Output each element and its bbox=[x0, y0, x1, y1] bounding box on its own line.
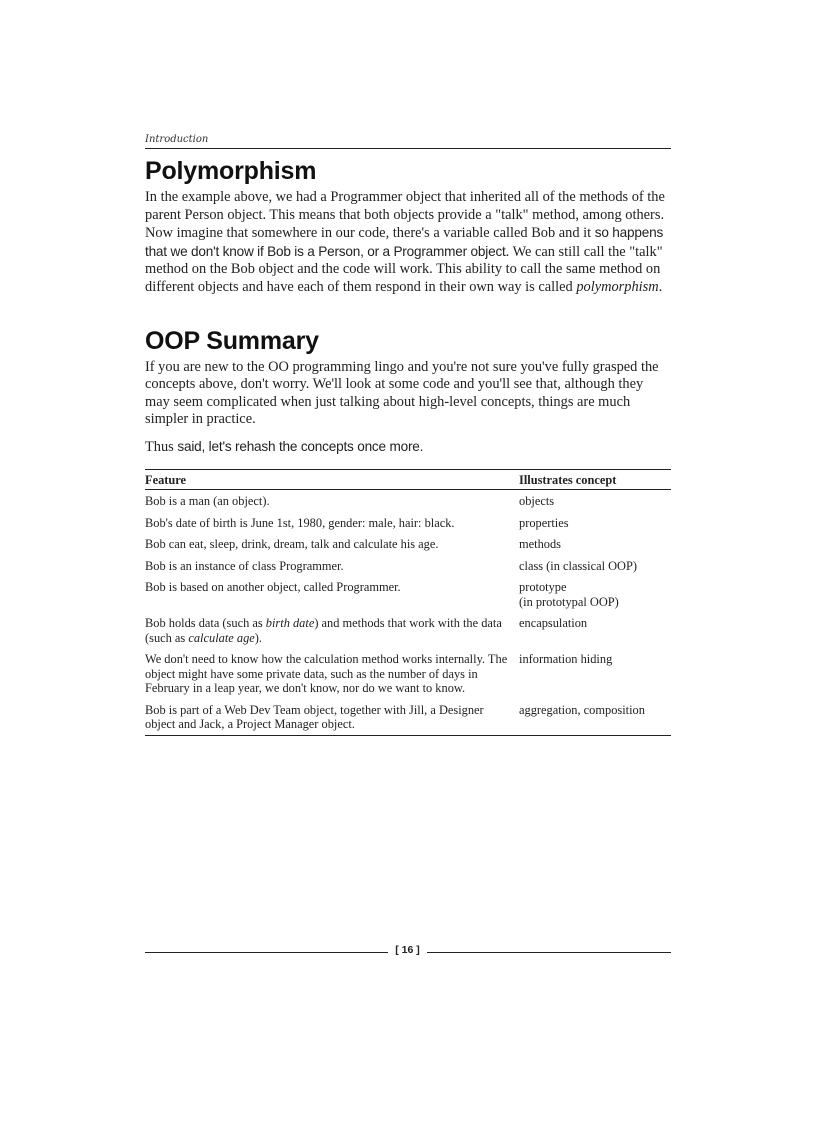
concepts-table bbox=[145, 469, 671, 736]
term-birth-date: birth date bbox=[265, 616, 315, 631]
concept-cell: aggregation, composition bbox=[519, 702, 645, 717]
table-row bbox=[145, 699, 671, 736]
column-header-feature: Feature bbox=[145, 469, 519, 490]
table-row bbox=[145, 576, 671, 612]
table-row bbox=[145, 512, 671, 534]
text-run: In the example above, we had a Programmer object that inherited all of the methods of the parent Person object. This means that both objects provide a "talk" method, among others. Now imagine that somewhere in our code, there's a variable called Bob and it bbox=[145, 189, 665, 242]
feature-cell: Bob's date of birth is June 1st, 1980, gender: male, hair: black. bbox=[145, 515, 455, 530]
text-run: . bbox=[658, 278, 663, 295]
concept-cell bbox=[519, 576, 671, 612]
concept-cell: properties bbox=[519, 515, 569, 530]
concept-cell: methods bbox=[519, 537, 561, 552]
feature-cell: Bob is a man (an object). bbox=[145, 494, 270, 509]
feature-cell: We don't need to know how the calculation method works internally. The object might have some private data, such as the number of days in February in a leap year, we don't know, nor do we want to know. bbox=[145, 652, 508, 696]
concept-cell: class (in classical OOP) bbox=[519, 558, 638, 573]
concept-cell: information hiding bbox=[519, 652, 613, 667]
column-header-concept: Illustrates concept bbox=[519, 469, 671, 490]
text-run: ). bbox=[254, 630, 262, 645]
text-run: Thus bbox=[145, 438, 178, 455]
feature-cell: Bob is an instance of class Programmer. bbox=[145, 558, 344, 573]
emphasized-text: said, let's rehash the concepts once more. bbox=[177, 438, 424, 454]
text-run: ) and methods that work with the data (such as bbox=[145, 616, 502, 645]
oop-summary-paragraph: If you are new to the OO programming lingo and you're not sure you've fully grasped the concepts above, don't worry. We'll look at some code and you'll see that, although they may seem complicated when just talking about high-level concepts, things are much simpler in practice. bbox=[145, 358, 659, 428]
term-polymorphism: polymorphism bbox=[576, 278, 659, 295]
concept-cell: encapsulation bbox=[519, 616, 588, 631]
section-heading-oop-summary: OOP Summary bbox=[145, 326, 319, 355]
page-content bbox=[145, 134, 671, 736]
footer-rule-left bbox=[145, 952, 388, 953]
table-row bbox=[145, 533, 671, 555]
section-heading-polymorphism: Polymorphism bbox=[145, 157, 317, 185]
table-row bbox=[145, 648, 671, 699]
running-head: Introduction bbox=[145, 134, 671, 149]
concept-cell: objects bbox=[519, 494, 555, 509]
table-header-row bbox=[145, 469, 671, 490]
text-run: . We can still call the "talk" method on the Bob object and the code will work. This ability to call the same method on different objects and have each of them respond in their own way is called bbox=[145, 243, 663, 295]
footer-rule-right bbox=[427, 952, 671, 953]
emphasized-text: so happens that we don't know if Bob is a Person, or a Programmer object bbox=[145, 225, 664, 259]
feature-cell: Bob is part of a Web Dev Team object, together with Jill, a Designer object and Jack, a Project Manager object. bbox=[145, 702, 484, 732]
feature-cell: Bob is based on another object, called Programmer. bbox=[145, 580, 401, 595]
polymorphism-paragraph bbox=[145, 189, 671, 297]
concept-line: prototype bbox=[519, 580, 567, 595]
term-calculate-age: calculate age bbox=[188, 630, 255, 645]
text-run: Bob holds data (such as bbox=[145, 616, 266, 631]
page-number: [ 16 ] bbox=[395, 944, 420, 956]
table-row bbox=[145, 555, 671, 577]
feature-cell: Bob can eat, sleep, drink, dream, talk and calculate his age. bbox=[145, 537, 439, 552]
lead-in-paragraph bbox=[145, 438, 671, 457]
page-footer bbox=[145, 942, 671, 962]
concept-line: (in prototypal OOP) bbox=[519, 594, 619, 609]
feature-cell bbox=[145, 612, 519, 648]
table-row bbox=[145, 490, 671, 512]
table-row bbox=[145, 612, 671, 648]
